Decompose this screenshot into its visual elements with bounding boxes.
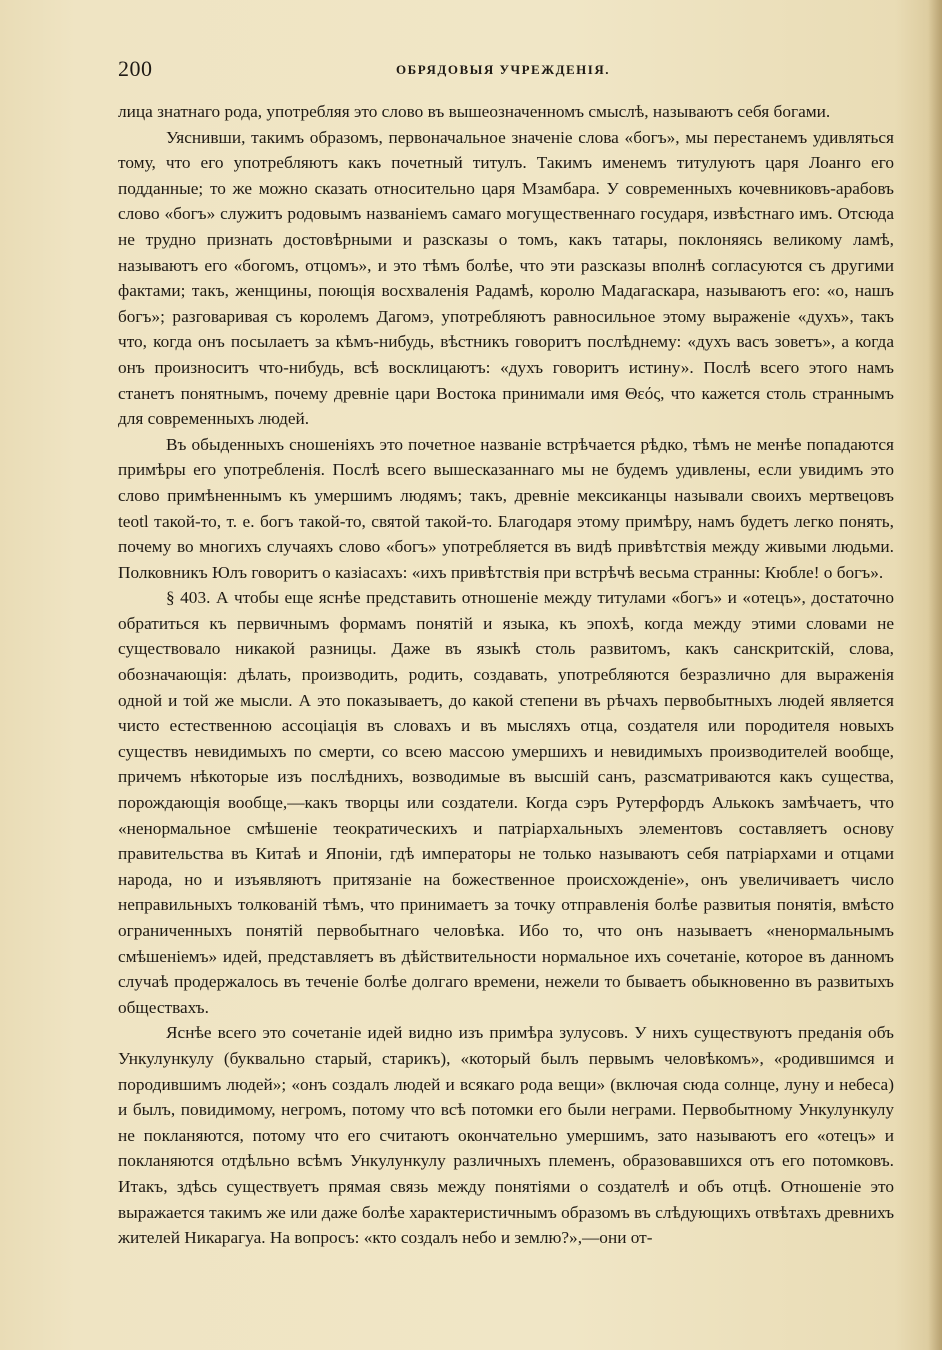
paragraph-section-403: § 403. А чтобы еще яснѣе представить отношеніе между титулами «богъ» и «отецъ», достаточно обратиться къ первичнымъ формамъ понятій и языка, къ эпохѣ, когда между этими словами не существовало никакой разницы. Даже въ языкѣ столь развитомъ, какъ санскритскій, слова, обозначающія: дѣлать, производить, родить, создавать, употребляются безразлично для выраженія одной и той же мысли. А это показываетъ, до какой степени въ рѣчахъ первобытныхъ людей является чисто естественною ассоціація въ словахъ и въ мысляхъ отца, создателя или породителя новыхъ существъ невидимыхъ по смерти, со всею массою умершихъ и невидимыхъ производителей вообще, причемъ нѣкоторые изъ послѣднихъ, возводимые въ высшій санъ, разсматриваются какъ существа, порождающія вообще,—какъ творцы или создатели. Когда сэръ Рутерфордъ Алькокъ замѣчаетъ, что «ненормальное смѣшеніе теократическихъ и патріархальныхъ элементовъ составляетъ основу правительства въ Китаѣ и Японіи, гдѣ императоры не только называютъ себя патріархами и отцами народа, но и изъявляютъ притязаніе на божественное происхожденіе», онъ увеличиваетъ число неправильныхъ толкованій тѣмъ, что принимаетъ за точку отправленія болѣе развитыя понятія, вмѣсто ограниченныхъ понятій первобытнаго человѣка. Ибо то, что онъ называетъ «ненормальнымъ смѣшеніемъ» идей, представляетъ въ дѣйствительности нормальное ихъ сочетаніе, которое въ данномъ случаѣ продержалось въ теченіе болѣе долгаго времени, нежели то бываетъ обыкновенно въ развитыхъ обществахъ. — [118, 588, 894, 1017]
running-title: ОБРЯДОВЫЯ УЧРЕЖДЕНІЯ. — [396, 62, 610, 77]
paragraph: Уяснивши, такимъ образомъ, первоначальное значеніе слова «богъ», мы перестанемъ удивляться тому, что его употребляютъ какъ почетный титулъ. Такимъ именемъ титулуютъ царя Лоанго его подданные; то же можно сказать относительно царя Мзамбара. У современныхъ кочевниковъ-арабовъ слово «богъ» служитъ родовымъ названіемъ самаго могущественнаго государя, извѣстнаго имъ. Отсюда не трудно признать достовѣрными и разсказы о томъ, какъ татары, поклоняясь великому ламѣ, называютъ его «богомъ, отцомъ», и это тѣмъ болѣе, что эти разсказы вполнѣ согласуются съ другими фактами; такъ, женщины, поющія восхваленія Радамѣ, королю Мадагаскара, называютъ его: «о, нашъ богъ»; разговаривая съ королемъ Дагомэ, употребляютъ равносильное этому выраженіе «духъ», такъ что, когда онъ посылаетъ за кѣмъ-нибудь, вѣстникъ говоритъ послѣднему: «духъ васъ зоветъ», а когда онъ произноситъ что-нибудь, всѣ восклицаютъ: «духъ говоритъ истину». Послѣ всего этого намъ станетъ понятнымъ, почему древніе цари Востока принимали имя Θεός, что кажется столь страннымъ для современныхъ людей. — [118, 127, 894, 429]
paragraph: Въ обыденныхъ сношеніяхъ это почетное названіе встрѣчается рѣдко, тѣмъ не менѣе попадаются примѣры его употребленія. Послѣ всего вышесказаннаго мы не будемъ удивлены, если увидимъ это слово примѣненнымъ къ умершимъ людямъ; такъ, древніе мексиканцы называли своихъ мертвецовъ teotl такой-то, т. е. богъ такой-то, святой такой-то. Благодаря этому примѣру, намъ будетъ легко понять, почему во многихъ случаяхъ слово «богъ» употребляется въ видѣ привѣтствія между живыми людьми. Полковникъ Юлъ говоритъ о казіасахъ: «ихъ привѣтствія при встрѣчѣ весьма странны: Кюбле! о богъ». — [118, 434, 894, 582]
paragraph: Яснѣе всего это сочетаніе идей видно изъ примѣра зулусовъ. У нихъ существуютъ преданія объ Ункулункулу (буквально старый, старикъ), «который былъ первымъ человѣкомъ», «родившимся и породившимъ людей»; «онъ создалъ людей и всякаго рода вещи» (включая сюда солнце, луну и небеса) и былъ, повидимому, негромъ, потому что всѣ потомки его были неграми. Первобытному Ункулункулу не покланяются, потому что его считаютъ окончательно умершимъ, зато называютъ его «отецъ» и покланяются отдѣльно всѣмъ Ункулункулу различныхъ племенъ, образовавшихся отъ его потомковъ. Итакъ, здѣсь существуетъ прямая связь между понятіями о создателѣ и объ отцѣ. Отношеніе это выражается такимъ же или даже болѣе характеристичнымъ образомъ въ слѣдующихъ отвѣтахъ древнихъ жителей Никарагуа. На вопросъ: «кто создалъ небо и землю?»,—они от- — [118, 1023, 894, 1248]
paragraph-continuation: лица знатнаго рода, употребляя это слово въ вышеозначенномъ смыслѣ, называютъ себя богами. — [118, 102, 831, 121]
body-text — [118, 99, 894, 1251]
page-number: 200 — [118, 56, 153, 81]
page-header — [118, 56, 888, 80]
page-edge-shadow — [928, 0, 942, 1350]
